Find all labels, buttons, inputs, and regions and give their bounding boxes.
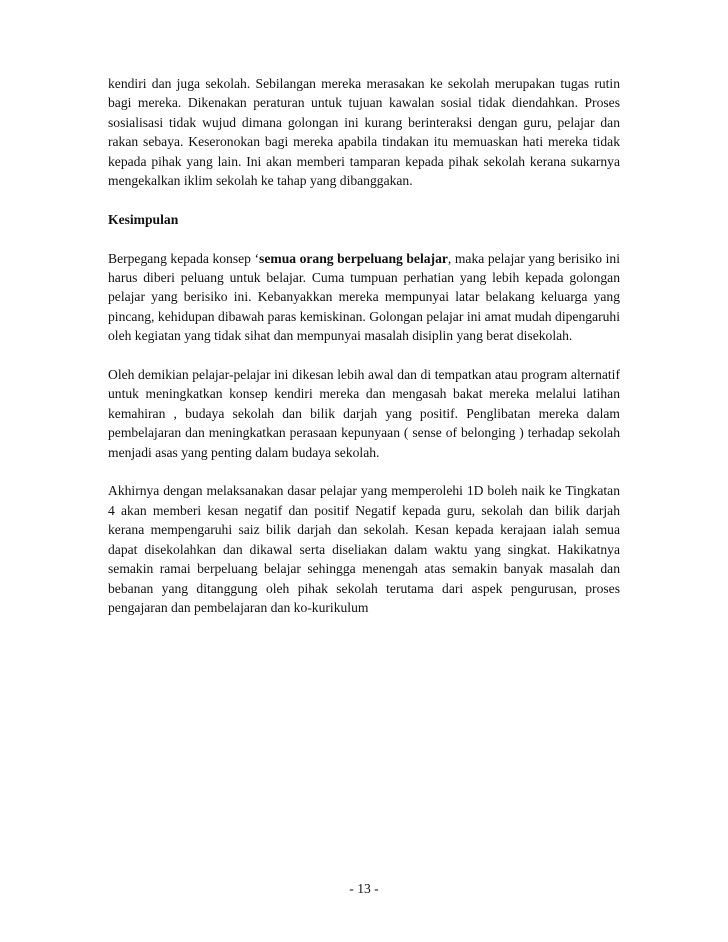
paragraph-text: Berpegang kepada konsep ‘ — [108, 250, 260, 266]
paragraph-spacer — [108, 190, 620, 209]
paragraph-spacer — [108, 346, 620, 365]
paragraph-text: , maka pelajar yang berisiko ini harus diberi peluang untuk belajar. Cuma tumpuan perhatian yang lebih kepada golongan pelajar yang berisiko ini. Kebanyakkan mereka mempunyai latar belakang keluarga yang pincang, kehidupan dibawah paras kemiskinan. Golongan pelajar ini amat mudah dipengaruhi oleh kegiatan yang tidak sihat dan mempunyai masalah disiplin yang berat disekolah. — [108, 250, 620, 344]
page-body — [108, 74, 620, 617]
paragraph-early-detection: Oleh demikian pelajar-pelajar ini dikesan lebih awal dan di tempatkan atau program alternatif untuk meningkatkan konsep kendiri mereka dan mengasah bakat mereka melalui latihan kemahiran , budaya sekolah dan bilik darjah yang positif. Penglibatan mereka dalam pembelajaran dan meningkatkan perasaan kepunyaan ( sense of belonging ) terhadap sekolah menjadi asas yang penting dalam budaya sekolah. — [108, 367, 620, 460]
paragraph-intro: kendiri dan juga sekolah. Sebilangan mereka merasakan ke sekolah merupakan tugas rutin bagi mereka. Dikenakan peraturan untuk tujuan kawalan sosial tidak diendahkan. Proses sosialisasi tidak wujud dimana golongan ini kurang berinteraksi dengan guru, pelajar dan rakan sebaya. Keseronokan bagi mereka apabila tindakan itu memuaskan hati mereka tidak kepada pihak yang lain. Ini akan memberi tamparan kepada pihak sekolah kerana sukarnya mengekalkan iklim sekolah ke tahap yang dibanggakan. — [108, 76, 620, 189]
paragraph-final: Akhirnya dengan melaksanakan dasar pelajar yang memperolehi 1D boleh naik ke Tingkatan 4 akan memberi kesan negatif dan positif Negatif kepada guru, sekolah dan bilik darjah kerana mempengaruhi saiz bilik darjah dan sekolah. Kesan kepada kerajaan ialah semua dapat disekolahkan dan dikawal serta diseliakan dalam waktu yang singkat. Hakikatnya semakin ramai berpeluang belajar sehingga menengah atas semakin banyak masalah dan bebanan yang ditanggung oleh pihak sekolah terutama dari aspek pengurusan, proses pengajaran dan pembelajaran dan ko-kurikulum — [108, 483, 620, 615]
paragraph-conclusion — [108, 249, 620, 346]
section-heading: Kesimpulan — [108, 211, 179, 227]
paragraph-spacer — [108, 462, 620, 481]
bold-phrase: semua orang berpeluang belajar — [259, 250, 448, 266]
paragraph-spacer — [108, 229, 620, 248]
page-number: - 13 - — [349, 881, 379, 896]
